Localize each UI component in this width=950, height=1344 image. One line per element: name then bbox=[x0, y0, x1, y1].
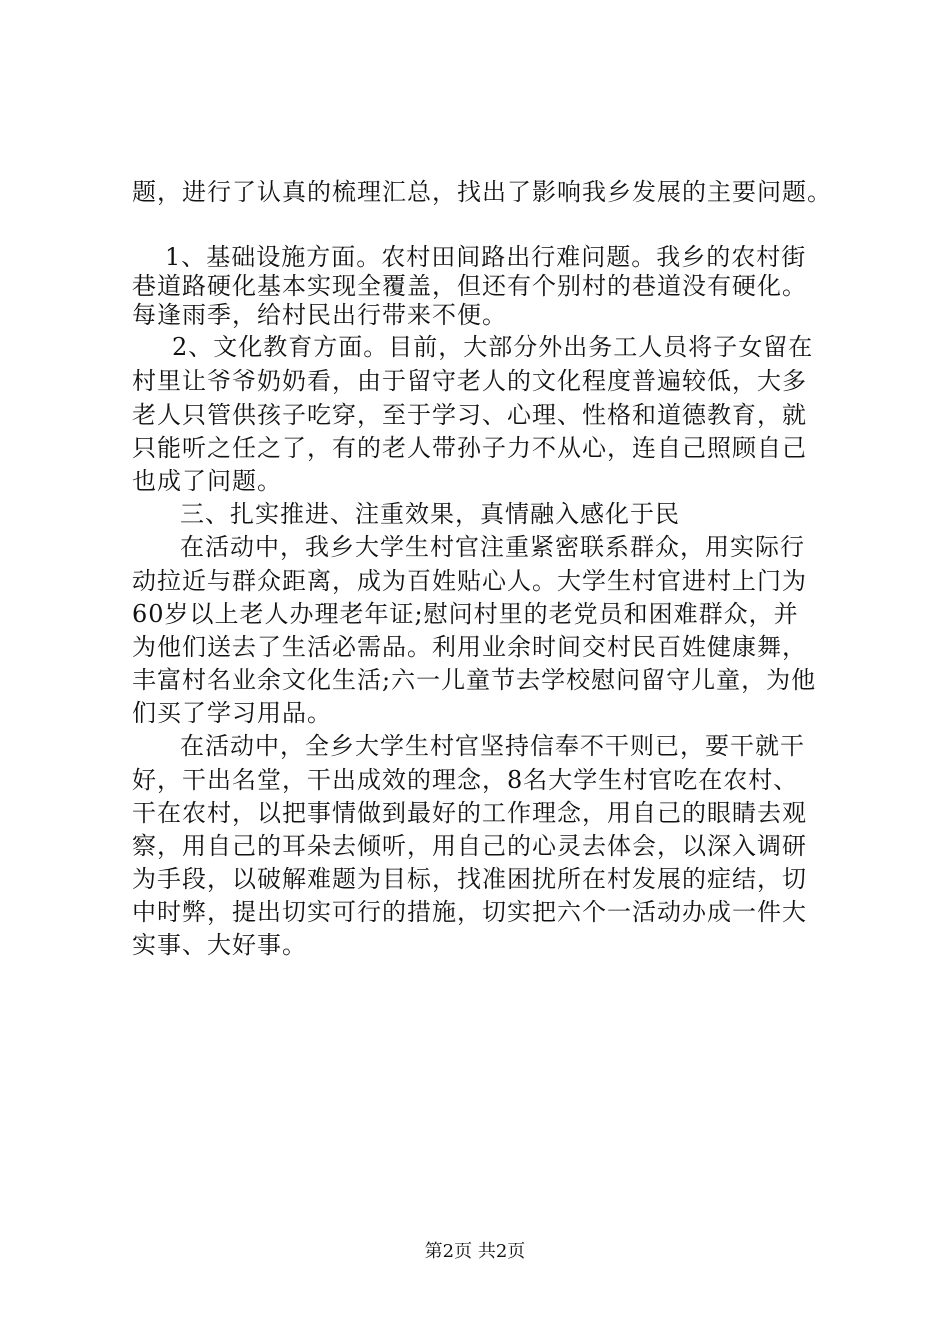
paragraph-line: 2、文化教育方面。目前，大部分外出务工人员将子女留在 bbox=[172, 333, 814, 361]
paragraph-line: 动拉近与群众距离，成为百姓贴心人。大学生村官进村上门为 bbox=[132, 567, 807, 595]
paragraph-line: 只能听之任之了，有的老人带孙子力不从心，连自己照顾自己 bbox=[132, 434, 807, 462]
paragraph-line: 察，用自己的耳朵去倾听，用自己的心灵去体会，以深入调研 bbox=[132, 832, 807, 860]
paragraph-line: 们买了学习用品。 bbox=[132, 699, 332, 727]
paragraph-line: 丰富村名业余文化生活;六一儿童节去学校慰问留守儿童，为他 bbox=[132, 666, 817, 694]
paragraph-line: 为手段，以破解难题为目标，找准困扰所在村发展的症结，切 bbox=[132, 865, 807, 893]
paragraph-line: 好，干出名堂，干出成效的理念，8名大学生村官吃在农村、 bbox=[132, 766, 799, 794]
paragraph-line: 在活动中，全乡大学生村官坚持信奉不干则已，要干就干 bbox=[180, 732, 805, 760]
paragraph-line: 村里让爷爷奶奶看，由于留守老人的文化程度普遍较低，大多 bbox=[132, 367, 807, 395]
paragraph-line: 题，进行了认真的梳理汇总，找出了影响我乡发展的主要问题。 bbox=[132, 178, 832, 206]
paragraph-line: 1、基础设施方面。农村田间路出行难问题。我乡的农村街 bbox=[165, 243, 807, 271]
paragraph-line: 干在农村，以把事情做到最好的工作理念，用自己的眼睛去观 bbox=[132, 799, 807, 827]
paragraph-line: 为他们送去了生活必需品。利用业余时间交村民百姓健康舞， bbox=[132, 633, 807, 661]
paragraph-line: 每逢雨季，给村民出行带来不便。 bbox=[132, 301, 507, 329]
paragraph-line: 在活动中，我乡大学生村官注重紧密联系群众，用实际行 bbox=[180, 533, 805, 561]
paragraph-line: 巷道路硬化基本实现全覆盖，但还有个别村的巷道没有硬化。 bbox=[132, 272, 807, 300]
paragraph-line: 也成了问题。 bbox=[132, 467, 282, 495]
paragraph-line: 60岁以上老人办理老年证;慰问村里的老党员和困难群众，并 bbox=[132, 600, 799, 628]
paragraph-line: 中时弊，提出切实可行的措施，切实把六个一活动办成一件大 bbox=[132, 898, 807, 926]
paragraph-line: 实事、大好事。 bbox=[132, 931, 307, 959]
section-heading: 三、扎实推进、注重效果，真情融入感化于民 bbox=[180, 500, 680, 528]
paragraph-line: 老人只管供孩子吃穿，至于学习、心理、性格和道德教育，就 bbox=[132, 401, 807, 429]
page-number-footer: 第2页 共2页 bbox=[424, 1241, 526, 1262]
